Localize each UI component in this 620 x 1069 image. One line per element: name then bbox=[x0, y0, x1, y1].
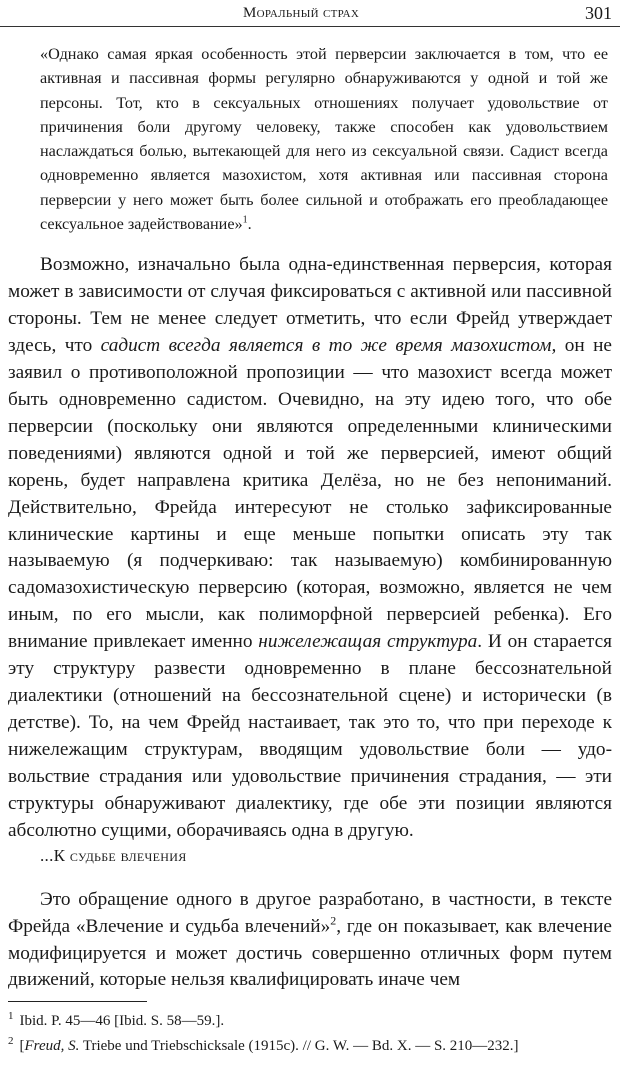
paragraph-2-part-2: , где он показывает, как влечение модифицируется и может достичь совершенно отличных форм путем движений, которые нельзя квалифицировать иначе чем bbox=[8, 915, 612, 991]
paragraph-1-emphasis-1: садист всегда является в то же время мазохистом, bbox=[100, 334, 557, 356]
paragraph-1-part-3: . И он старается эту структуру развести одновременно в плане бессознательной диалектики (отношений на бессознательной сцене) и исторически (в детстве). То, на чем Фрейд настаивает, так это то, что при переходе к нижележащим структурам, вводящим удовольствие боли — удовольствие страдания или удовольствие причинения страдания, — эти структуры обнаруживают диалектику, где обе эти позиции являются абсолютно сущими, оборачиваясь одна в другую. bbox=[8, 631, 613, 842]
paragraph-1-part-1: Возможно, изначально была одна-единственная перверсия, которая может в зависимости от случая фиксироваться с активной или пассивной стороны. Тем не менее следует отметить, что если Фрейд утверждает здесь, что bbox=[8, 254, 612, 356]
footnote-2 bbox=[8, 1035, 618, 1055]
footnote-1 bbox=[8, 1010, 618, 1030]
paragraph-2 bbox=[8, 887, 612, 994]
footnote-ref-2[interactable]: 2 bbox=[330, 913, 337, 928]
paragraph-1 bbox=[8, 252, 612, 845]
page-number: 301 bbox=[585, 3, 612, 23]
footnote-rule bbox=[8, 1001, 147, 1002]
page-header bbox=[0, 2, 620, 28]
quote-text: «Однако самая яркая особенность этой перверсии заключается в том, что ее активная и пассивная формы регулярно обнаруживаются у одной и той же персоны. Тот, кто в сексуальных отношениях получает удовольствие от причинения боли другому человеку, также способен как удовольствием наслаждаться болью, вытекающей для него из сексуальной связи. Садист всегда одновременно является мазохистом, хотя активная или пассивная сторона перверсии у него может быть более сильной и отображать его преобладающее сексуальное задействование» bbox=[40, 45, 608, 234]
block-quote: «Однако самая яркая особенность этой перверсии заключается в том, что ее активная и пассивная формы регулярно обнаруживаются у одной и той же персоны. Тот, кто в сексуальных отношениях получает удовольствие от причинения боли другому человеку, также способен как удовольствием наслаждаться болью, вытекающей для него из сексуальной связи. Садист всегда одновременно является мазохистом, хотя активная или пассивная сторона перверсии у него может быть более сильной и отображать его преобладающее сексуальное задействование»$^1$. bbox=[40, 45, 608, 234]
header-rule bbox=[0, 26, 620, 27]
section-subheading: ...К судьбе влечения bbox=[40, 846, 187, 865]
paragraph-1-emphasis-2: нижележащая структура bbox=[258, 631, 478, 653]
running-title: Моральный страх bbox=[243, 5, 360, 21]
paragraph-2-part-1: Это обращение одного в другое разработано, в частности, в тексте Фрейда «Влечение и судьба влечений» bbox=[8, 889, 612, 937]
footnote-2-mark: 2 bbox=[8, 1035, 14, 1047]
footnote-2-open-bracket: [ bbox=[19, 1038, 25, 1054]
paragraph-1-part-2: он не заявил о противоположной пропозиции — что мазохист всегда может быть одновременно садистом. Очевидно, на эту идею того, что обе перверсии (поскольку они являются определенными клиническими поведениями) являются одной и той же перверсией, имеют общий корень, будет направлена критика Делёза, но не без непониманий. Действительно, Фрейда интересуют не столько зафиксированные клинические картины и еще меньше попытки описать эту так называемую (я подчеркиваю: так называемую) комбинированную садомазохистическую перверсию (которая, возможно, является не чем иным, по его мысли, как полиморфной перверсией ребенка). Его внимание привлекает именно bbox=[8, 334, 612, 653]
footnote-2-author: Freud, S. bbox=[24, 1038, 80, 1054]
footnote-1-text: Ibid. P. 45—46 [Ibid. S. 58—59.]. bbox=[19, 1013, 225, 1029]
footnote-1-mark: 1 bbox=[8, 1010, 14, 1022]
footnote-2-text: Triebe und Triebschicksale (1915c). // G. W. — Bd. X. — S. 210—232.] bbox=[79, 1038, 519, 1054]
footnote-ref-1[interactable]: 1 bbox=[242, 214, 248, 226]
